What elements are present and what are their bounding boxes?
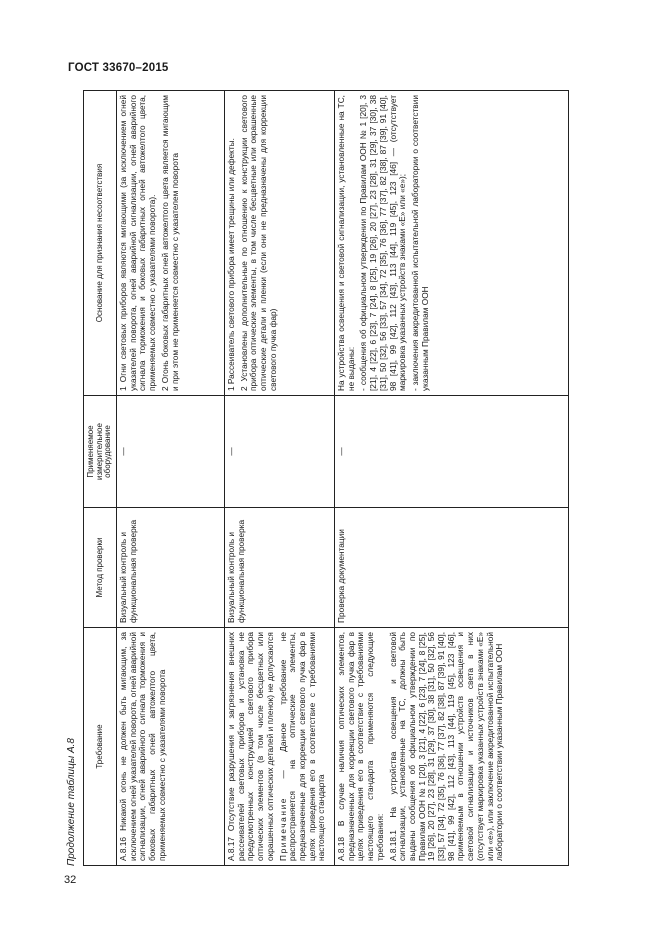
rotated-table-container: [83, 91, 569, 866]
equipment-cell: —: [225, 396, 335, 508]
basis-text: 1 Огни световых приборов являются мигающими (за исключением огней указателей поворота, огней аварийной сигнализации, огней аварийного сигнала торможения и боковых габаритных огней автожелтого цвета, применяемых совместно с указателями поворота).: [118, 95, 158, 391]
basis-text: 2 Установлены дополнительные по отношению к конструкции светового прибора оптические элементы, в том числе бесцветные или окрашенные оптические детали и пленки (если они не предназначены для коррекции светового пучка фар): [238, 95, 278, 391]
basis-text: - заключения аккредитованной испытательной лаборатории о соответствии указанным Правилам ООН: [409, 95, 430, 391]
method-cell: Визуальный контроль и функциональная проверка: [117, 508, 225, 628]
requirement-note: [279, 632, 328, 861]
basis-text: 2 Огонь боковых габаритных огней автожелтого цвета является мигающим и при этом не применяется совместно с указателем поворота: [159, 95, 180, 391]
table-row: [117, 91, 225, 866]
basis-cell: [335, 91, 569, 396]
page-number: 32: [64, 874, 77, 886]
basis-cell: [117, 91, 225, 396]
note-label: Примечание: [277, 796, 288, 861]
requirement-text: А.8.18.1 На устройства освещения и световой сигнализации, установленные на ТС, должны быть выданы сообщения об официальном утверждении по Правилам ООН № 1 [20], 3 [21], 4 [22], 6 [23], 7 [24], 8 [25], 19 [26], 20 [27], 23 [28], 31 [29], 37 [30], 38 [31], 50 [32], 56 [33], 57 [34], 72 [35], 76 [36], 77 [37], 82 [38], 87 [39], 91 [40], 98 [41], 99 [42], 112 [43], 113 [44], 119 [45], 123 [46], применяемым в отношении устройств освещения и световой сигнализации и источников света в них (отсутствует маркировка указанных устройств знаками «Е» или «е»), или заключение аккредитованной испытательной лаборатории о соответствии указанным Правилам ООН: [387, 632, 505, 861]
table-caption: Продолжение таблицы А.8: [66, 738, 77, 866]
document-code: ГОСТ 33670–2015: [68, 62, 169, 74]
basis-text: 1 Рассеиватель светового прибора имеет трещины или дефекты.: [226, 138, 236, 391]
table-row: [335, 91, 569, 866]
column-header-method: Метод проверки: [84, 508, 117, 628]
requirement-text: А.8.17 Отсутствие разрушения и загрязнения внешних рассеивателей световых приборов и установка не предусмотренных конструкцией светового прибора оптических элементов (в том числе бесцветных или окрашенных оптических деталей и пленок) не допускаются: [226, 632, 275, 861]
basis-text: На устройства освещения и световой сигнализации, установленные на ТС, не выданы:: [336, 95, 356, 391]
requirement-cell: [117, 628, 225, 866]
basis-cell: [225, 91, 335, 396]
requirement-cell: [225, 628, 335, 866]
column-header-basis: Основание для признания несоответствия: [84, 91, 117, 396]
note-text: — Данное требование не распространяется на оптические элементы, предназначенные для коррекции светового пучка фар в целях приведения его в соответствие с требованиями настоящего стандарта: [277, 632, 327, 861]
basis-text: - сообщения об официальном утверждении по Правилам ООН № 1 [20], 3 [21], 4 [22], 6 [23], 7 [24], 8 [25], 19 [26], 20 [27], 23 [28], 31 [29], 37 [30], 38 [31], 50 [32], 56 [33], 57 [34], 72 [35], 76 [36], 77 [37], 82 [38], 87 [39], 91 [40], 98 [41], 99 [42], 112 [43], 113 [44], 119 [45], 123 [46] — (отсутствует маркировка указанных устройств знаками «Е» или «е»);: [358, 95, 408, 391]
table-row: [225, 91, 335, 866]
column-header-equipment: Применяемое измерительное оборудование: [84, 396, 117, 508]
equipment-cell: —: [117, 396, 225, 508]
requirements-table: [83, 90, 569, 866]
requirement-text: А.8.18 В случае наличия оптических элементов, предназначенных для коррекции светового пучка фар в целях приведения его в соответствие с требованиями настоящего стандарта применяются следующие требования:: [336, 632, 385, 861]
table-header-row: [84, 91, 117, 866]
equipment-cell: —: [335, 396, 569, 508]
requirement-cell: [335, 628, 569, 866]
column-header-requirement: Требование: [84, 628, 117, 866]
method-cell: Проверка документации: [335, 508, 569, 628]
method-cell: Визуальный контроль и функциональная проверка: [225, 508, 335, 628]
requirement-text: А.8.16 Никакой огонь не должен быть мигающим, за исключением огней указателей поворота, огней аварийной сигнализации, огней аварийного сигнала торможения и боковых габаритных огней автожелтого цвета, применяемых совместно с указателями поворота: [118, 632, 167, 861]
